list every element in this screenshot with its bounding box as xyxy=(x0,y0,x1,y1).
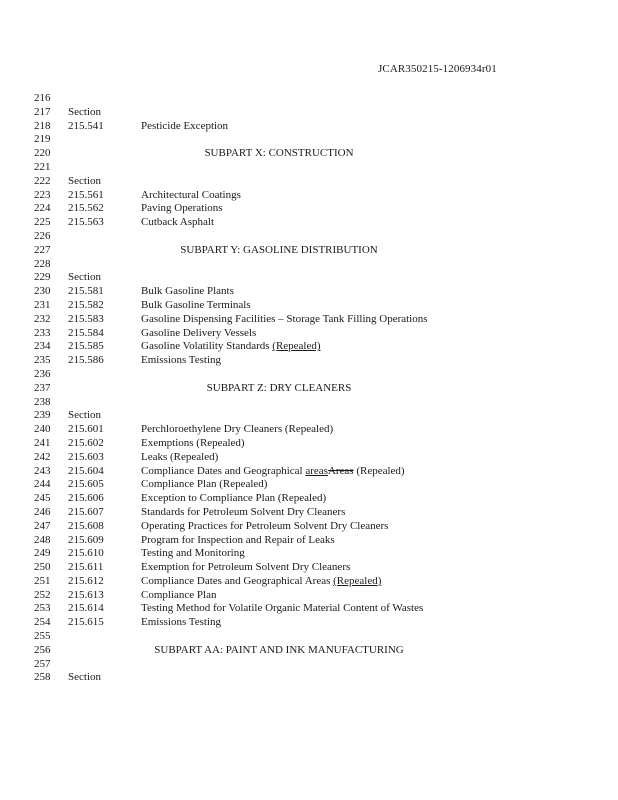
section-number: 215.610 xyxy=(68,547,104,560)
section-number: 215.607 xyxy=(68,505,104,518)
section-title xyxy=(141,465,405,479)
line-number: 231 xyxy=(34,298,51,311)
document-line xyxy=(34,161,594,175)
title-text: Pesticide Exception xyxy=(141,119,229,132)
line-number: 243 xyxy=(34,464,51,477)
document-line xyxy=(34,561,594,575)
line-number: 236 xyxy=(34,367,51,380)
title-text: Compliance Plan xyxy=(141,588,217,601)
document-line xyxy=(34,658,594,672)
section-title xyxy=(141,120,228,134)
line-number: 227 xyxy=(34,243,51,256)
section-title xyxy=(141,354,221,368)
subpart-heading: SUBPART Y: GASOLINE DISTRIBUTION xyxy=(180,243,378,256)
document-line xyxy=(34,340,594,354)
section-number: 215.561 xyxy=(68,188,104,201)
document-line xyxy=(34,423,594,437)
line-number: 258 xyxy=(34,671,51,684)
section-title xyxy=(141,492,326,506)
subpart-heading: SUBPART AA: PAINT AND INK MANUFACTURING xyxy=(154,643,404,656)
section-number: 215.606 xyxy=(68,492,104,505)
line-number: 244 xyxy=(34,478,51,491)
document-line xyxy=(34,175,594,189)
section-title xyxy=(141,451,218,465)
document-line xyxy=(34,299,594,313)
title-text: Program for Inspection and Repair of Leaks xyxy=(141,533,335,546)
document-line xyxy=(34,120,594,134)
title-text: Compliance Dates and Geographical xyxy=(141,464,306,477)
section-number: 215.586 xyxy=(68,354,104,367)
section-title xyxy=(141,437,245,451)
numbered-lines xyxy=(34,92,594,685)
line-number: 238 xyxy=(34,395,51,408)
document-line xyxy=(34,465,594,479)
section-title xyxy=(141,478,267,492)
line-number: 220 xyxy=(34,147,51,160)
section-title xyxy=(141,534,335,548)
document-line xyxy=(34,616,594,630)
title-text: Compliance Plan (Repealed) xyxy=(141,478,268,491)
document-line xyxy=(34,285,594,299)
title-text: Architectural Coatings xyxy=(141,188,241,201)
section-number: 215.601 xyxy=(68,423,104,436)
section-number: 215.612 xyxy=(68,574,104,587)
section-title xyxy=(141,589,216,603)
line-number: 253 xyxy=(34,602,51,615)
section-title xyxy=(141,189,241,203)
document-line xyxy=(34,258,594,272)
line-number: 240 xyxy=(34,423,51,436)
section-title xyxy=(141,340,321,354)
line-number: 252 xyxy=(34,588,51,601)
line-number: 247 xyxy=(34,519,51,532)
line-number: 254 xyxy=(34,616,51,629)
line-number: 229 xyxy=(34,271,51,284)
inserted-text: areas xyxy=(305,464,328,477)
subpart-heading-line xyxy=(34,382,594,396)
section-number: Section xyxy=(68,174,101,187)
title-text: Exemption for Petroleum Solvent Dry Cleaners xyxy=(141,561,351,574)
document-line xyxy=(34,216,594,230)
document-line xyxy=(34,409,594,423)
line-number: 230 xyxy=(34,285,51,298)
title-text: Gasoline Dispensing Facilities – Storage Tank Filling Operations xyxy=(141,312,428,325)
line-number: 255 xyxy=(34,630,51,643)
document-line xyxy=(34,271,594,285)
section-title xyxy=(141,313,428,327)
line-number: 237 xyxy=(34,381,51,394)
section-title xyxy=(141,423,333,437)
line-number: 248 xyxy=(34,533,51,546)
document-line xyxy=(34,189,594,203)
line-number: 250 xyxy=(34,561,51,574)
document-line xyxy=(34,520,594,534)
document-line xyxy=(34,547,594,561)
line-number: 217 xyxy=(34,105,51,118)
section-number: 215.614 xyxy=(68,602,104,615)
document-line xyxy=(34,396,594,410)
inserted-text: (Repealed) xyxy=(333,574,382,587)
section-number: 215.603 xyxy=(68,450,104,463)
document-line xyxy=(34,575,594,589)
line-number: 257 xyxy=(34,657,51,670)
title-text: Standards for Petroleum Solvent Dry Cleaners xyxy=(141,505,346,518)
title-text: Exemptions (Repealed) xyxy=(141,436,245,449)
line-number: 228 xyxy=(34,257,51,270)
title-text: Testing Method for Volatile Organic Material Content of Wastes xyxy=(141,602,424,615)
section-number: 215.541 xyxy=(68,119,104,132)
section-title xyxy=(141,202,223,216)
section-number: 215.609 xyxy=(68,533,104,546)
document-line xyxy=(34,313,594,327)
document-line xyxy=(34,368,594,382)
document-line xyxy=(34,630,594,644)
document-id: JCAR350215-1206934r01 xyxy=(378,63,497,75)
document-line xyxy=(34,534,594,548)
title-text: Paving Operations xyxy=(141,202,223,215)
section-number: Section xyxy=(68,271,101,284)
title-text: Compliance Dates and Geographical Areas xyxy=(141,574,334,587)
section-number: 215.582 xyxy=(68,298,104,311)
section-title xyxy=(141,616,221,630)
line-number: 251 xyxy=(34,574,51,587)
title-text: Emissions Testing xyxy=(141,616,222,629)
document-line xyxy=(34,589,594,603)
title-text: Testing and Monitoring xyxy=(141,547,245,560)
document-line xyxy=(34,478,594,492)
section-number: 215.562 xyxy=(68,202,104,215)
inserted-text: (Repealed) xyxy=(272,340,321,353)
line-number: 234 xyxy=(34,340,51,353)
section-title xyxy=(141,602,423,616)
section-number: 215.613 xyxy=(68,588,104,601)
title-text: Operating Practices for Petroleum Solvent Dry Cleaners xyxy=(141,519,389,532)
section-title xyxy=(141,299,251,313)
line-number: 226 xyxy=(34,229,51,242)
section-number: 215.608 xyxy=(68,519,104,532)
section-number: 215.615 xyxy=(68,616,104,629)
line-number: 242 xyxy=(34,450,51,463)
title-text: Perchloroethylene Dry Cleaners (Repealed) xyxy=(141,423,334,436)
section-number: 215.563 xyxy=(68,216,104,229)
line-number: 239 xyxy=(34,409,51,422)
section-title xyxy=(141,216,214,230)
document-line xyxy=(34,451,594,465)
title-text: Bulk Gasoline Terminals xyxy=(141,298,251,311)
line-number: 225 xyxy=(34,216,51,229)
line-number: 218 xyxy=(34,119,51,132)
line-number: 241 xyxy=(34,436,51,449)
document-line xyxy=(34,92,594,106)
subpart-heading-line xyxy=(34,244,594,258)
section-title xyxy=(141,285,234,299)
section-title xyxy=(141,547,245,561)
line-number: 216 xyxy=(34,92,51,104)
line-number: 223 xyxy=(34,188,51,201)
line-number: 245 xyxy=(34,492,51,505)
line-number: 219 xyxy=(34,133,51,146)
document-line xyxy=(34,327,594,341)
subpart-heading-line xyxy=(34,147,594,161)
line-number: 232 xyxy=(34,312,51,325)
document-line xyxy=(34,506,594,520)
line-number: 246 xyxy=(34,505,51,518)
section-number: 215.605 xyxy=(68,478,104,491)
section-title xyxy=(141,561,350,575)
section-number: Section xyxy=(68,409,101,422)
section-number: 215.581 xyxy=(68,285,104,298)
line-number: 233 xyxy=(34,326,51,339)
section-number: 215.611 xyxy=(68,561,104,574)
section-title xyxy=(141,327,256,341)
title-text: Exception to Compliance Plan (Repealed) xyxy=(141,492,327,505)
section-number: Section xyxy=(68,105,101,118)
subpart-heading: SUBPART Z: DRY CLEANERS xyxy=(206,381,352,394)
deleted-text: Areas xyxy=(327,464,354,477)
document-line xyxy=(34,106,594,120)
subpart-heading-line xyxy=(34,644,594,658)
title-text: Gasoline Delivery Vessels xyxy=(141,326,257,339)
document-line xyxy=(34,202,594,216)
document-line xyxy=(34,133,594,147)
section-title xyxy=(141,506,345,520)
title-text: (Repealed) xyxy=(353,464,405,477)
subpart-heading: SUBPART X: CONSTRUCTION xyxy=(204,147,354,160)
section-number: 215.585 xyxy=(68,340,104,353)
line-number: 235 xyxy=(34,354,51,367)
document-line xyxy=(34,671,594,685)
section-number: 215.584 xyxy=(68,326,104,339)
document-line xyxy=(34,437,594,451)
section-number: 215.604 xyxy=(68,464,104,477)
section-number: 215.602 xyxy=(68,436,104,449)
line-number: 256 xyxy=(34,643,51,656)
section-title xyxy=(141,520,388,534)
title-text: Leaks (Repealed) xyxy=(141,450,219,463)
line-number: 249 xyxy=(34,547,51,560)
title-text: Emissions Testing xyxy=(141,354,222,367)
document-line xyxy=(34,602,594,616)
title-text: Bulk Gasoline Plants xyxy=(141,285,234,298)
section-title xyxy=(141,575,381,589)
document-line xyxy=(34,230,594,244)
section-number: 215.583 xyxy=(68,312,104,325)
title-text: Cutback Asphalt xyxy=(141,216,215,229)
line-number: 222 xyxy=(34,174,51,187)
line-number: 221 xyxy=(34,160,51,173)
document-line xyxy=(34,354,594,368)
title-text: Gasoline Volatility Standards xyxy=(141,340,273,353)
line-number: 224 xyxy=(34,202,51,215)
section-number: Section xyxy=(68,671,101,684)
document-line xyxy=(34,492,594,506)
